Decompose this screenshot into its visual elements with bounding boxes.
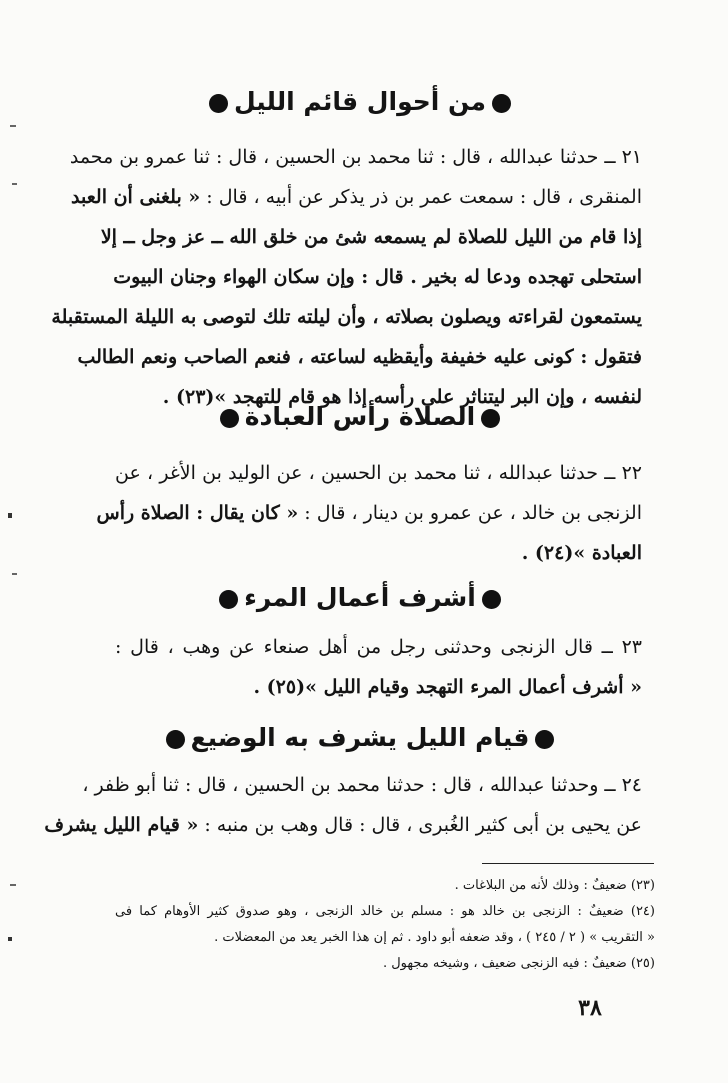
text-line: استحلى تهجده ودعا له بخير . قال : وإن سكان الهواء وجنان البيوت (113, 266, 642, 288)
text-line: الزنجى بن خالد ، عن عمرو بن دينار ، قال : « كان يقال : الصلاة رأس (96, 502, 642, 524)
section-heading: قيام الليل يشرف به الوضيع (60, 718, 660, 758)
text-line: لنفسه ، وإن البر ليتناثر على رأسه إذا هو قام للتهجد »(٢٣) . (162, 386, 642, 408)
text-line: ٢١ ــ حدثنا عبدالله ، قال : ثنا محمد بن الحسين ، قال : ثنا عمرو بن محمد (69, 146, 642, 168)
scan-mark (12, 183, 17, 185)
scan-mark (10, 884, 16, 886)
bullet-dot-icon (166, 730, 185, 749)
paragraph-22 (96, 453, 642, 573)
footnote-divider (482, 863, 654, 864)
bullet-dot-icon (481, 409, 500, 428)
text-line: ٢٣ ــ قال الزنجى وحدثنى رجل من أهل صنعاء عن وهب ، قال : (115, 636, 642, 658)
section-heading: الصلاة رأس العبادة (60, 397, 660, 437)
text-line: المنقرى ، قال : سمعت عمر بن ذر يذكر عن أبيه ، قال : « بلغنى أن العبد (71, 186, 642, 208)
footnote-24: (٢٤) ضعيفٌ : الزنجى بن خالد هو : مسلم بن خالد الزنجى ، وهو صدوق كثير الأوهام كما فى (115, 904, 655, 919)
text-line: عن يحيى بن أبى كثير الغُبرى ، قال : قال وهب بن منبه : « قيام الليل يشرف (44, 814, 642, 836)
section-heading: من أحوال قائم الليل (60, 82, 660, 122)
scan-mark (12, 573, 17, 575)
text-line: إذا قام من الليل للصلاة لم يسمعه شئ من خلق الله ــ عز وجل ــ إلا (100, 226, 642, 248)
text-line: يستمعون لقراءته ويصلون بصلاته ، وأن ليلته تلك لتوصى به الليلة المستقبلة (51, 306, 642, 328)
page-number: ٣٨ (578, 995, 602, 1021)
footnote-25: (٢٥) ضعيفٌ : فيه الزنجى ضعيف ، وشيخه مجهول . (382, 956, 655, 971)
paragraph-21 (51, 137, 642, 417)
bullet-dot-icon (220, 409, 239, 428)
footnotes (115, 873, 655, 977)
footnote-23: (٢٣) ضعيفٌ : وذلك لأنه من البلاغات . (454, 878, 655, 893)
bullet-dot-icon (492, 94, 511, 113)
bullet-dot-icon (209, 94, 228, 113)
bullet-dot-icon (535, 730, 554, 749)
scan-mark (10, 125, 16, 127)
text-line: ٢٢ ــ حدثنا عبدالله ، ثنا محمد بن الحسين ، عن الوليد بن الأغر ، عن (115, 462, 642, 484)
footnote-24-continued: « التقريب » ( ٢ / ٢٤٥ ) ، وقد ضعفه أبو داود . ثم إن هذا الخبر يعد من المعضلات . (214, 930, 655, 945)
text-line: فتقول : كونى عليه خفيفة وأيقظيه لساعته ، فنعم الصاحب ونعم الطالب (77, 346, 642, 368)
section-heading: أشرف أعمال المرء (60, 578, 660, 618)
paragraph-24 (44, 765, 642, 845)
text-line: ٢٤ ــ وحدثنا عبدالله ، قال : حدثنا محمد بن الحسين ، قال : ثنا أبو ظفر ، (82, 774, 642, 796)
scan-mark (8, 513, 12, 518)
text-line: « أشرف أعمال المرء التهجد وقيام الليل »(٢٥) . (253, 676, 642, 698)
bullet-dot-icon (219, 590, 238, 609)
bullet-dot-icon (482, 590, 501, 609)
paragraph-23 (115, 627, 642, 707)
scan-mark (8, 937, 12, 941)
text-line: العبادة »(٢٤) . (521, 542, 642, 564)
